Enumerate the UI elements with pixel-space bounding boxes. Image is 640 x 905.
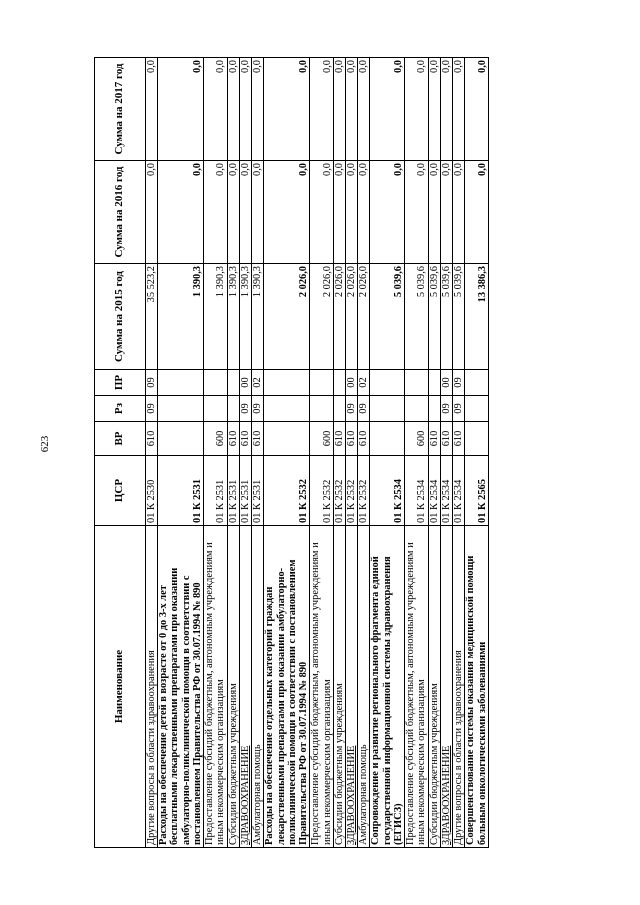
cell-sum-2015: 5 039,6 [428,264,440,370]
cell-rz [428,396,440,422]
header-sum-2017: Сумма на 2017 год [95,58,146,161]
cell-sum-2017: 0,0 [239,58,251,161]
cell-sum-2017: 0,0 [440,58,452,161]
cell-sum-2016: 0,0 [358,161,370,264]
cell-pr [370,370,405,396]
table-row [252,58,264,848]
cell-sum-2016: 0,0 [239,161,251,264]
cell-pr: 00 [239,370,251,396]
cell-csr: 01 К 2532 [345,456,357,526]
cell-rz [158,396,204,422]
cell-rz: 09 [440,396,452,422]
cell-pr [158,370,204,396]
cell-csr: 01 К 2532 [264,456,310,526]
cell-sum-2015: 1 390,3 [227,264,239,370]
cell-sum-2017: 0,0 [345,58,357,161]
cell-rz [465,396,488,422]
table-row [158,58,204,848]
cell-csr: 01 К 2565 [465,456,488,526]
cell-vr: 610 [333,422,345,456]
cell-sum-2016: 0,0 [370,161,405,264]
header-vr: ВР [95,422,146,456]
table-row [146,58,158,848]
cell-sum-2016: 0,0 [227,161,239,264]
cell-sum-2017: 0,0 [370,58,405,161]
cell-name: Другие вопросы в области здравоохранения [453,526,465,848]
cell-vr [370,422,405,456]
cell-sum-2016: 0,0 [204,161,227,264]
cell-sum-2016: 0,0 [146,161,158,264]
cell-csr: 01 К 2531 [227,456,239,526]
cell-pr [204,370,227,396]
cell-sum-2015: 1 390,3 [158,264,204,370]
cell-rz: 09 [453,396,465,422]
cell-rz [310,396,333,422]
cell-csr: 01 К 2534 [453,456,465,526]
cell-pr [405,370,428,396]
cell-csr: 01 К 2531 [252,456,264,526]
cell-sum-2017: 0,0 [453,58,465,161]
cell-name: Амбулаторная помощь [252,526,264,848]
cell-sum-2015: 13 386,3 [465,264,488,370]
cell-vr: 600 [405,422,428,456]
header-sum-2015: Сумма на 2015 год [95,264,146,370]
cell-name: Совершенствование системы оказания медицинской помощи больным онкологическими заболеваниями [465,526,488,848]
cell-rz: 09 [345,396,357,422]
cell-rz [227,396,239,422]
cell-vr: 610 [252,422,264,456]
cell-rz [370,396,405,422]
cell-sum-2016: 0,0 [345,161,357,264]
cell-pr: 09 [453,370,465,396]
cell-rz [264,396,310,422]
cell-name: Другие вопросы в области здравоохранения [146,526,158,848]
budget-table [94,57,489,848]
header-name: Наименование [95,526,146,848]
cell-pr: 02 [358,370,370,396]
cell-name: Расходы на обеспечение отдельных категорий граждан лекарственными препаратами при оказании амбулаторно-поликлинической помощи в соответствии с постановлением Правительства РФ от 30.07.1994 № 890 [264,526,310,848]
cell-sum-2015: 5 039,6 [440,264,452,370]
page-number: 623 [39,435,51,453]
table-row [465,58,488,848]
cell-vr: 600 [310,422,333,456]
cell-name [345,526,357,848]
cell-name: Субсидии бюджетным учреждениям [227,526,239,848]
cell-sum-2016: 0,0 [453,161,465,264]
cell-pr: 09 [146,370,158,396]
cell-pr: 02 [252,370,264,396]
cell-name: Предоставление субсидий бюджетным, автономным учреждениям и иным некоммерческим организациям [204,526,227,848]
cell-rz [405,396,428,422]
table-row [453,58,465,848]
cell-rz: 09 [239,396,251,422]
cell-csr: 01 К 2532 [333,456,345,526]
section-name: ЗДРАВООХРАНЕНИЕ [440,745,452,845]
cell-rz [204,396,227,422]
cell-sum-2015: 2 026,0 [358,264,370,370]
cell-pr [227,370,239,396]
table-row [310,58,333,848]
cell-vr: 610 [428,422,440,456]
header-pr: ПР [95,370,146,396]
table-row [370,58,405,848]
cell-sum-2017: 0,0 [333,58,345,161]
cell-name: Расходы на обеспечение детей в возрасте от 0 до 3-х лет бесплатными лекарственными препаратами при оказании амбулаторно-поликлинической помощи в соответствии с постановлением Правительства РФ от 30.07.1994 № 890 [158,526,204,848]
cell-sum-2016: 0,0 [264,161,310,264]
section-name: ЗДРАВООХРАНЕНИЕ [239,745,251,845]
table-row [345,58,357,848]
cell-name: Субсидии бюджетным учреждениям [428,526,440,848]
cell-sum-2016: 0,0 [310,161,333,264]
cell-csr: 01 К 2531 [204,456,227,526]
cell-csr: 01 К 2532 [358,456,370,526]
cell-name: Предоставление субсидий бюджетным, автономным учреждениям и иным некоммерческим организациям [405,526,428,848]
header-csr: ЦСР [95,456,146,526]
cell-sum-2015: 1 390,3 [239,264,251,370]
cell-name [239,526,251,848]
cell-pr [264,370,310,396]
cell-vr: 610 [453,422,465,456]
cell-vr: 600 [204,422,227,456]
cell-vr [465,422,488,456]
cell-sum-2015: 2 026,0 [310,264,333,370]
cell-csr: 01 К 2531 [158,456,204,526]
table-row [440,58,452,848]
table-row [264,58,310,848]
cell-sum-2017: 0,0 [428,58,440,161]
cell-sum-2017: 0,0 [158,58,204,161]
cell-sum-2015: 35 523,2 [146,264,158,370]
table-header-row [95,58,146,848]
cell-csr: 01 К 2530 [146,456,158,526]
table-row [204,58,227,848]
cell-name: Амбулаторная помощь [358,526,370,848]
cell-sum-2016: 0,0 [405,161,428,264]
table-body [146,58,489,848]
cell-name [440,526,452,848]
cell-sum-2017: 0,0 [465,58,488,161]
table-row [227,58,239,848]
cell-sum-2017: 0,0 [204,58,227,161]
cell-sum-2015: 1 390,3 [204,264,227,370]
cell-sum-2017: 0,0 [358,58,370,161]
cell-rz: 09 [146,396,158,422]
cell-sum-2015: 5 039,6 [453,264,465,370]
cell-sum-2015: 5 039,6 [370,264,405,370]
cell-sum-2016: 0,0 [158,161,204,264]
cell-rz: 09 [252,396,264,422]
cell-vr: 610 [227,422,239,456]
cell-name: Предоставление субсидий бюджетным, автономным учреждениям и иным некоммерческим организациям [310,526,333,848]
header-rz: Рз [95,396,146,422]
cell-sum-2017: 0,0 [227,58,239,161]
cell-csr: 01 К 2534 [405,456,428,526]
cell-rz: 09 [358,396,370,422]
cell-sum-2015: 2 026,0 [264,264,310,370]
cell-vr [264,422,310,456]
cell-sum-2016: 0,0 [333,161,345,264]
cell-pr [310,370,333,396]
cell-rz [333,396,345,422]
cell-vr: 610 [358,422,370,456]
header-sum-2016: Сумма на 2016 год [95,161,146,264]
cell-csr: 01 К 2531 [239,456,251,526]
table-row [428,58,440,848]
cell-pr [428,370,440,396]
cell-csr: 01 К 2534 [428,456,440,526]
cell-sum-2015: 5 039,6 [405,264,428,370]
cell-sum-2016: 0,0 [428,161,440,264]
cell-vr: 610 [146,422,158,456]
table-row [358,58,370,848]
cell-pr: 00 [345,370,357,396]
cell-csr: 01 К 2534 [440,456,452,526]
cell-name: Сопровождение и развитие регионального фрагмента единой государственной информационной системы здравоохранения (ЕГИСЗ) [370,526,405,848]
rotated-table-content [94,58,594,848]
cell-vr: 610 [440,422,452,456]
cell-sum-2017: 0,0 [252,58,264,161]
cell-sum-2016: 0,0 [465,161,488,264]
section-name: ЗДРАВООХРАНЕНИЕ [345,745,357,845]
cell-sum-2016: 0,0 [440,161,452,264]
cell-sum-2017: 0,0 [146,58,158,161]
cell-vr: 610 [345,422,357,456]
table-row [405,58,428,848]
cell-pr [333,370,345,396]
cell-sum-2015: 2 026,0 [333,264,345,370]
cell-sum-2016: 0,0 [252,161,264,264]
cell-vr [158,422,204,456]
cell-sum-2015: 2 026,0 [345,264,357,370]
cell-sum-2015: 1 390,3 [252,264,264,370]
cell-name: Субсидии бюджетным учреждениям [333,526,345,848]
cell-csr: 01 К 2532 [310,456,333,526]
cell-sum-2017: 0,0 [310,58,333,161]
cell-sum-2017: 0,0 [405,58,428,161]
cell-pr: 00 [440,370,452,396]
cell-sum-2017: 0,0 [264,58,310,161]
table-row [239,58,251,848]
cell-pr [465,370,488,396]
cell-csr: 01 К 2534 [370,456,405,526]
cell-vr: 610 [239,422,251,456]
table-row [333,58,345,848]
rotated-table-wrapper [94,58,594,848]
